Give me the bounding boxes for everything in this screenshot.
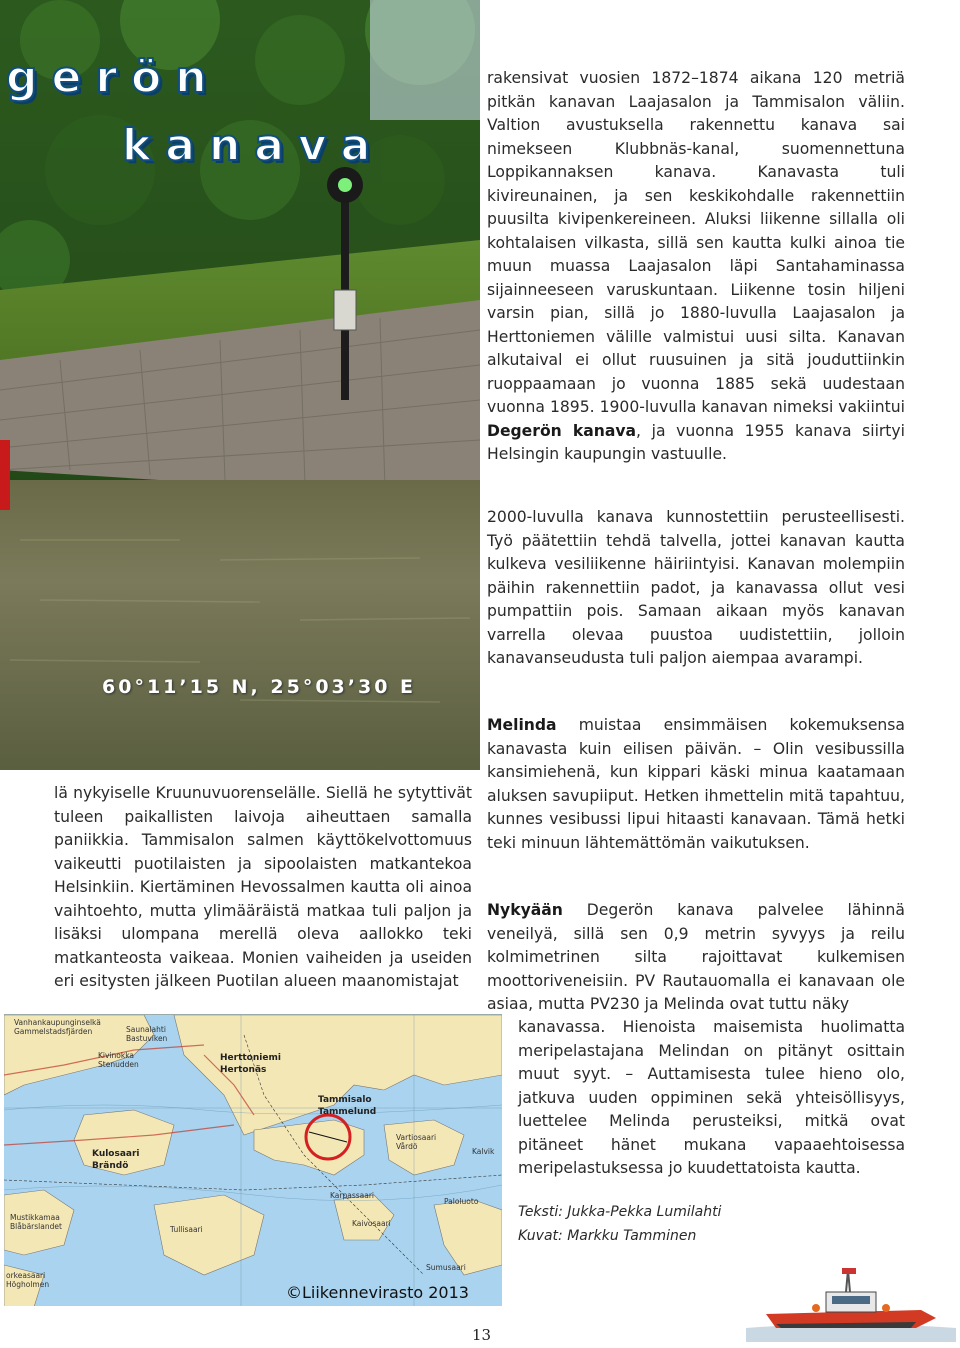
map-label-herttoniemi: Herttoniemi	[220, 1053, 281, 1063]
map-label-kaivosaari: Kaivosaari	[352, 1219, 391, 1228]
coordinates-label: 60°11’15 N, 25°03’30 E	[102, 676, 417, 698]
map-label-hogholmen: Högholmen	[6, 1280, 50, 1289]
history-text-end: , ja vuonna 1955 kanava siirtyi Helsingin kaupungin vastuulle.	[487, 421, 905, 463]
nautical-map	[4, 1014, 502, 1306]
canal-name-bold: Degerön kanava	[487, 421, 637, 440]
rescue-boat-image	[746, 1262, 956, 1342]
map-label-tullisaari: Tullisaari	[170, 1225, 203, 1234]
right-paragraph-1	[487, 67, 905, 467]
map-label-saunalahti: Saunalahti	[126, 1025, 166, 1034]
map-label-vartiosaari: Vartiosaari	[396, 1133, 437, 1142]
map-label-tammisalo: Tammisalo	[318, 1095, 372, 1105]
map-label-gammelstadsfjarden: Gammelstadsfjärden	[14, 1027, 93, 1036]
renovation-text: 2000-luvulla kanava kunnostettiin perusteellisesti. Työ päätettiin tehdä talvella, jottei kanavan kautta kulkeva vesiliikenne häiriintyisi. Kanavan molempiin päihin rakennettiin padot, ja kanavassa ollut vesi pumpattiin pois. Samaan aikaan myös kanavan varrella olevaa puustoa uudistettiin, jolloin kanavanseudusta tuli paljon aiempaa avarampi.	[487, 508, 905, 667]
title-line-1: gerön	[6, 52, 221, 103]
rescue-boat-illustration	[746, 1262, 956, 1342]
title-line-2: kanava	[122, 120, 385, 171]
map-label-blabarslandet: Blåbärslandet	[10, 1222, 62, 1231]
text-credit: Teksti: Jukka-Pekka Lumilahti	[518, 1204, 722, 1220]
canal-photo-illustration	[0, 0, 480, 770]
canal-photo	[0, 0, 480, 770]
map-label-stenudden: Stenudden	[98, 1060, 139, 1069]
right-paragraph-4	[487, 899, 905, 1017]
photo-credit: Kuvat: Markku Tamminen	[518, 1228, 697, 1244]
map-copyright: ©Liikennevirasto 2013	[286, 1283, 469, 1302]
map-label-brando: Brändö	[92, 1161, 129, 1171]
map-label-kivinokka: Kivinokka	[98, 1051, 135, 1060]
left-history-text: lä nykyiselle Kruunuvuorenselälle. Siellä he sytyttivät tuleen paikallisten laivoja aiheuttaen samalla paniikkia. Tammisalon salmen käyttökelvottomuus vaikeutti puotilaisten ja sipoolaisten matkantekoa Helsinkiin. Kiertäminen Hevossalmen kautta oli ainoa vaihtoehto, mutta ylimääräistä matkaa tuli paljon ja lisäksi ulompana merellä oleva aallokko teki matkanteosta vaikeaa. Monien vaiheiden ja useiden eri esitysten jälkeen Puotilan alueen maanomistajat	[54, 784, 472, 990]
map-label-tammelund: Tammelund	[318, 1107, 377, 1117]
map-label-mustikkamaa: Mustikkamaa	[10, 1213, 60, 1222]
nykyaan-bold: Nykyään	[487, 901, 563, 919]
melinda-bold: Melinda	[487, 716, 557, 734]
map-label-korkeasaari: orkeasaari	[6, 1271, 46, 1280]
map-label-vanhakaupunginselka: Vanhankaupunginselkä	[14, 1018, 101, 1027]
right-paragraph-2	[487, 506, 905, 671]
credits	[518, 1200, 721, 1248]
history-text: rakensivat vuosien 1872–1874 aikana 120 metriä pitkän kanavan Laajasalon ja Tammisalon väliin. Valtion avustuksella rakennettu kanava sai nimekseen Klubbnäs-kanal, suomennettuna Loppikannaksen kanava. Kanavasta tuli kivireunainen, ja sen keskikohdalle rakennettiin puusilta kivipenkereineen. Aluksi liikenne sillalla oli kohtalaisen vilkasta, sillä sen kautta kulki ainoa tie muun muassa Laajasalon läpi Santahaminassa sijainneeseen varuskuntaan. Liikenne tosin hiljeni varsin pian, sillä jo 1880-luvulla Laajasalon ja Herttoniemen välille valmistui uusi silta. Kanavan alkutaival ei ollut ruusuinen ja sitä jouduttiinkin ruoppaamaan jo vuonna 1885 sekä uudestaan vuonna 1895. 1900-luvulla kanavan nimeksi vakiintui	[487, 69, 905, 416]
right-paragraph-5	[518, 1016, 905, 1181]
right-paragraph-3	[487, 714, 905, 855]
map-label-kulosaari: Kulosaari	[92, 1149, 140, 1159]
map-label-paloluoto: Paloluoto	[444, 1197, 479, 1206]
nykyaan-text: Degerön kanava palvelee lähinnä veneilyä, sillä sen 0,9 metrin syvyys ja reilu kolmimetrinen silta rajoittavat kulkemisen moottoriveneisiin. PV Rautauomalla ei kanavaan ole asiaa, mutta PV230 ja Melinda ovat tuttu näky	[487, 901, 905, 1013]
map-label-sumusaari: Sumusaari	[426, 1263, 466, 1272]
melinda-text: muistaa ensimmäisen kokemuksensa kanavasta kuin eilisen päivän. – Olin vesibussilla kansimiehenä, kun kippari käski minua kaatamaan aluksen savupiiput. Hetken ihmettelin mitä tapahtuu, kunnes vesibussi lipui hitaasti kanavaan. Tämä hetki teki minuun lähtemättömän vaikutuksen.	[487, 716, 905, 852]
map-label-karpassaari: Karpassaari	[330, 1191, 374, 1200]
left-paragraph-1	[54, 782, 472, 994]
map-label-hertonas: Hertonäs	[220, 1065, 267, 1075]
continuation-text: kanavassa. Hienoista maisemista huolimatta meripelastajana Melindan on pitänyt osittain muut syyt. – Auttamisesta tulee hieno olo, jatkuva uuden oppiminen sekä yhteisöllisyys, luettelee Melinda perusteiksi, mitkä ovat pitäneet hänet mukana vapaaehtoisessa meripelastuksessa jo kuudettatoista kautta.	[518, 1018, 905, 1177]
page-number: 13	[472, 1326, 492, 1344]
map-label-kalvik: Kalvik	[472, 1147, 495, 1156]
map-label-vardo: Vårdö	[396, 1142, 418, 1151]
map-label-bastuviken: Bastuviken	[126, 1034, 168, 1043]
